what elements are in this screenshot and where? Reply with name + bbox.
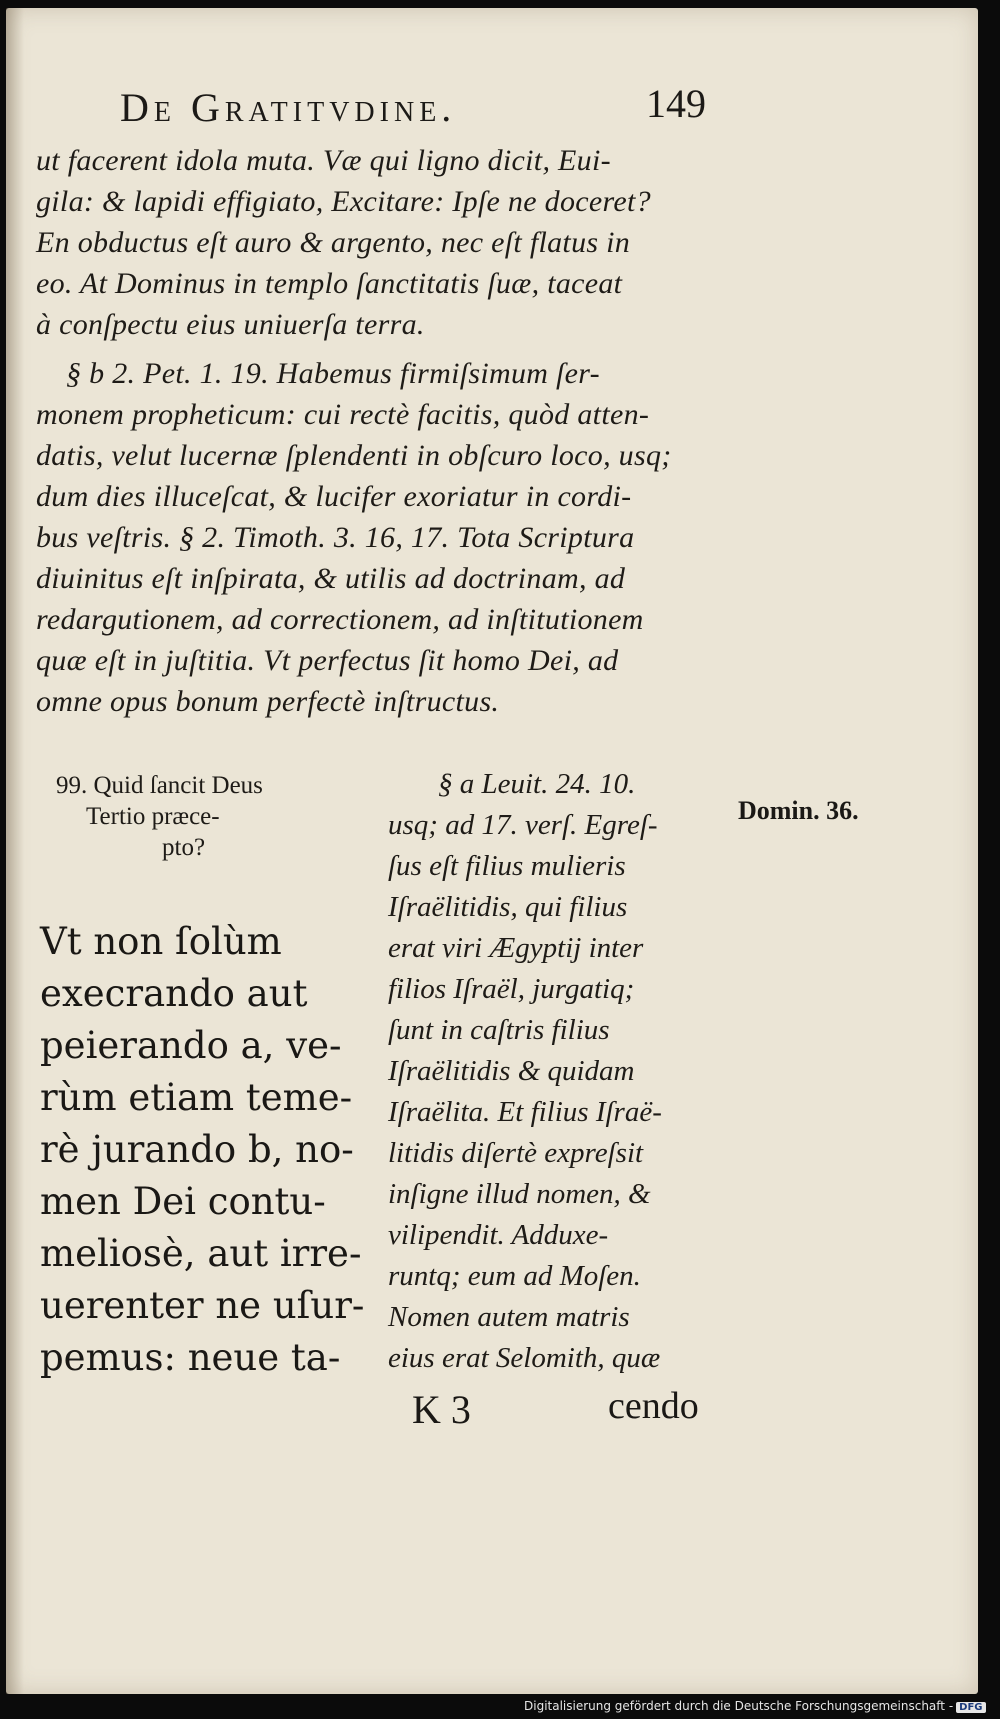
question-line: Tertio præce-: [86, 803, 220, 830]
reference-line: Nomen autem matris: [388, 1301, 630, 1333]
reference-line: vilipendit. Adduxe-: [388, 1219, 609, 1251]
answer-line: Vt non ſolùm: [40, 920, 282, 963]
margin-note: Domin. 36.: [738, 796, 859, 825]
reference-line: filios Iſraël, jurgatiq;: [388, 973, 635, 1005]
answer-line: men Dei contu-: [40, 1180, 326, 1223]
reference-line: Iſraëlitidis, qui filius: [388, 891, 628, 923]
text-line: ut facerent idola muta. Væ qui ligno dicit, Eui-: [36, 144, 611, 177]
text-line: bus veſtris. § 2. Timoth. 3. 16, 17. Tota Scriptura: [36, 521, 635, 554]
reference-line: Iſraëlita. Et filius Iſraë-: [388, 1096, 662, 1128]
answer-line: execrando aut: [40, 972, 308, 1015]
reference-line: ſunt in caſtris filius: [388, 1014, 610, 1046]
page-number: 149: [646, 81, 706, 126]
credit-text: Digitalisierung gefördert durch die Deutsche Forschungsgemeinschaft -: [524, 1699, 954, 1713]
reference-line: runtq; eum ad Moſen.: [388, 1260, 641, 1292]
reference-line: ſus eſt filius mulieris: [388, 850, 626, 882]
digitization-credit: [524, 1699, 986, 1713]
answer-line: peierando a, ve-: [40, 1024, 342, 1067]
catechism-question: [56, 770, 356, 863]
reference-line: eius erat Selomith, quæ: [388, 1342, 661, 1374]
text-line: datis, velut lucernæ ſplendenti in obſcuro loco, usq;: [36, 439, 672, 472]
catchword: cendo: [608, 1385, 699, 1427]
text-line: gila: & lapidi effigiato, Excitare: Ipſe ne doceret?: [36, 185, 651, 218]
text-line: omne opus bonum perfectè inſtructus.: [36, 685, 500, 718]
text-line: eo. At Dominus in templo ſanctitatis ſuæ, taceat: [36, 267, 623, 300]
answer-line: meliosè, aut irre-: [40, 1232, 362, 1275]
reference-line: Iſraëlitidis & quidam: [388, 1055, 635, 1087]
text-line: En obductus eſt auro & argento, nec eſt flatus in: [36, 226, 631, 259]
text-line: dum dies illuceſcat, & lucifer exoriatur in cordi-: [36, 480, 632, 513]
reference-line: inſigne illud nomen, &: [388, 1178, 651, 1210]
answer-line: uerenter ne uſur-: [40, 1284, 365, 1327]
signature-mark: K 3: [412, 1387, 471, 1432]
answer-line: rè jurando b, no-: [40, 1128, 354, 1171]
answer-line: pemus: neue ta-: [40, 1336, 341, 1379]
running-head-title: De Gratitvdine.: [120, 85, 457, 130]
text-line: monem propheticum: cui rectè facitis, quòd atten-: [36, 398, 650, 431]
reference-line: litidis diſertè expreſsit: [388, 1137, 644, 1169]
reference-line: § a Leuit. 24. 10.: [438, 768, 636, 800]
text-line: diuinitus eſt inſpirata, & utilis ad doctrinam, ad: [36, 562, 626, 595]
text-line: redargutionem, ad correctionem, ad inſtitutionem: [36, 603, 644, 636]
text-line: quæ eſt in juſtitia. Vt perfectus ſit homo Dei, ad: [36, 644, 619, 677]
question-line: 99. Quid ſancit Deus: [56, 772, 263, 799]
reference-line: usq; ad 17. verſ. Egreſ-: [388, 809, 658, 841]
answer-line: rùm etiam teme-: [40, 1076, 353, 1119]
reference-line: erat viri Ægyptij inter: [388, 932, 644, 964]
text-line: § b 2. Pet. 1. 19. Habemus firmiſsimum ſer-: [66, 357, 600, 390]
question-line: pto?: [162, 834, 206, 861]
text-line: à conſpectu eius uniuerſa terra.: [36, 308, 425, 341]
dfg-logo: DFG: [956, 1702, 985, 1713]
